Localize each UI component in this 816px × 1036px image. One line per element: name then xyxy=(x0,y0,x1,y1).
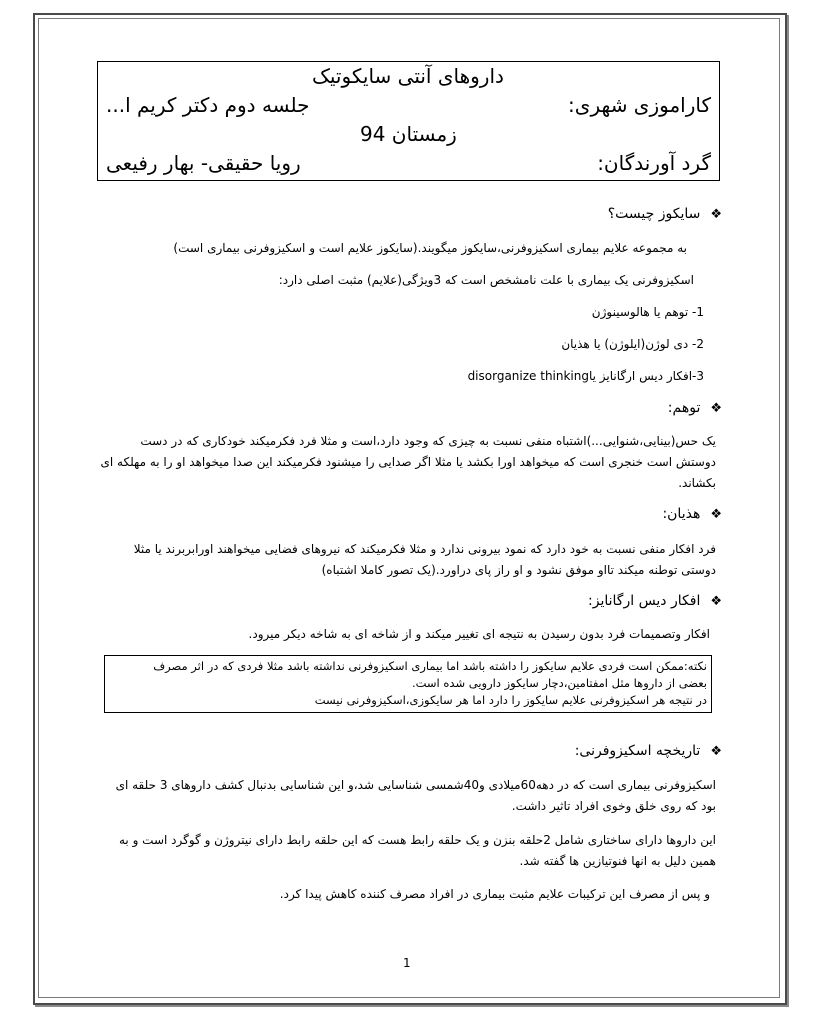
list-item: 1- توهم یا هالوسینوژن xyxy=(591,305,704,319)
note-box xyxy=(104,655,712,713)
note-line: نکته:ممکن است فردی علایم سایکوز را داشته باشد اما بیماری اسکیزوفرنی نداشته باشد مثلا فردی که در اثر مصرف xyxy=(153,659,707,673)
diamond-cross-bullet-icon: ❖ xyxy=(710,401,722,416)
note-line: بعضی از داروها مثل امفتامین،دچار سایکوز دارویی شده است. xyxy=(411,676,707,690)
page-number: 1 xyxy=(403,956,411,970)
diamond-cross-bullet-icon: ❖ xyxy=(710,507,722,522)
paragraph: فرد افکار منفی نسبت به خود دارد که نمود بیرونی ندارد و مثلا فکرمیکند که نیروهای فضایی میخواهند اورابربرند یا مثلا دوستی توطنه میکند تااو موفق نشود و او راز پای دراورد.(یک تصور کاملا اشتباه) xyxy=(133,542,716,577)
internship-label: کاراموزی شهری: xyxy=(568,93,711,117)
authors-label: گرد آورندگان: xyxy=(597,151,711,175)
paragraph: اسکیزوفرنی یک بیماری با علت نامشخص است که 3ویژگی(علایم) مثبت اصلی دارد: xyxy=(278,273,694,287)
paragraph: به مجموعه علایم بیماری اسکیزوفرنی،سایکوز میگویند.(سایکوز علایم است و اسکیزوفرنی بیماری است) xyxy=(173,241,687,255)
paragraph: این داروها دارای ساختاری شامل 2حلقه بنزن و یک حلقه رابط هست که این حلقه رابط دارای نیتروژن و گوگرد است و به همین دلیل به انها فنوتیازین ها گفته شد. xyxy=(118,833,716,868)
paragraph: اسکیزوفرنی بیماری است که در دهه60میلادی و40شمسی شناسایی شد،و این شناسایی بدنبال کشف داروهای 3 حلقه ای بود که روی خلق وخوی افراد تاثیر داشت. xyxy=(115,778,716,813)
list-item: 2- دی لوژن(ایلوژن) یا هذیان xyxy=(561,337,704,351)
section-heading-disorganized: ❖افکار دیس ارگانایز: xyxy=(588,593,722,609)
paragraph: و پس از مصرف این ترکیبات علایم مثبت بیماری در افراد مصرف کننده کاهش پیدا کرد. xyxy=(279,887,710,901)
section-heading-psychosis: ❖سایکوز چیست؟ xyxy=(607,206,722,222)
authors-names: رویا حقیقی- بهار رفیعی xyxy=(106,151,301,175)
diamond-cross-bullet-icon: ❖ xyxy=(710,207,722,222)
document-title: داروهای آنتی سایکوتیک xyxy=(312,64,504,88)
section-heading-history: ❖تاریخچه اسکیزوفرنی: xyxy=(574,743,722,759)
diamond-cross-bullet-icon: ❖ xyxy=(710,744,722,759)
paragraph: یک حس(بینایی،شنوایی...)اشتباه منفی نسبت به چیزی که وجود دارد،است و مثلا فرد فکرمیکند خودکاری که در دست دوستش است خنجری است که میخواهد اورا بکشد یا مثلا اگر صدایی را میشنود فکرمیکند این صدا میخواهد او را به مهلکه ای بکشاند. xyxy=(100,434,716,490)
section-heading-hallucination: ❖توهم: xyxy=(667,400,722,416)
paragraph: افکار وتصمیمات فرد بدون رسیدن به نتیجه ای تغییر میکند و از شاخه ای به شاخه دیکر میرود. xyxy=(248,627,710,641)
list-item: 3-افکار دیس ارگانایز یاdisorganize thinking xyxy=(467,369,704,383)
note-line: در نتیجه هر اسکیزوفرنی علایم سایکوز را دارد اما هر سایکوزی،اسکیزوفرنی نیست xyxy=(314,693,707,707)
term-label: زمستان 94 xyxy=(360,122,457,146)
header-box xyxy=(97,61,720,181)
section-heading-delusion: ❖هذیان: xyxy=(662,506,722,522)
diamond-cross-bullet-icon: ❖ xyxy=(710,594,722,609)
session-info: جلسه دوم دکتر کریم ا... xyxy=(106,93,310,117)
